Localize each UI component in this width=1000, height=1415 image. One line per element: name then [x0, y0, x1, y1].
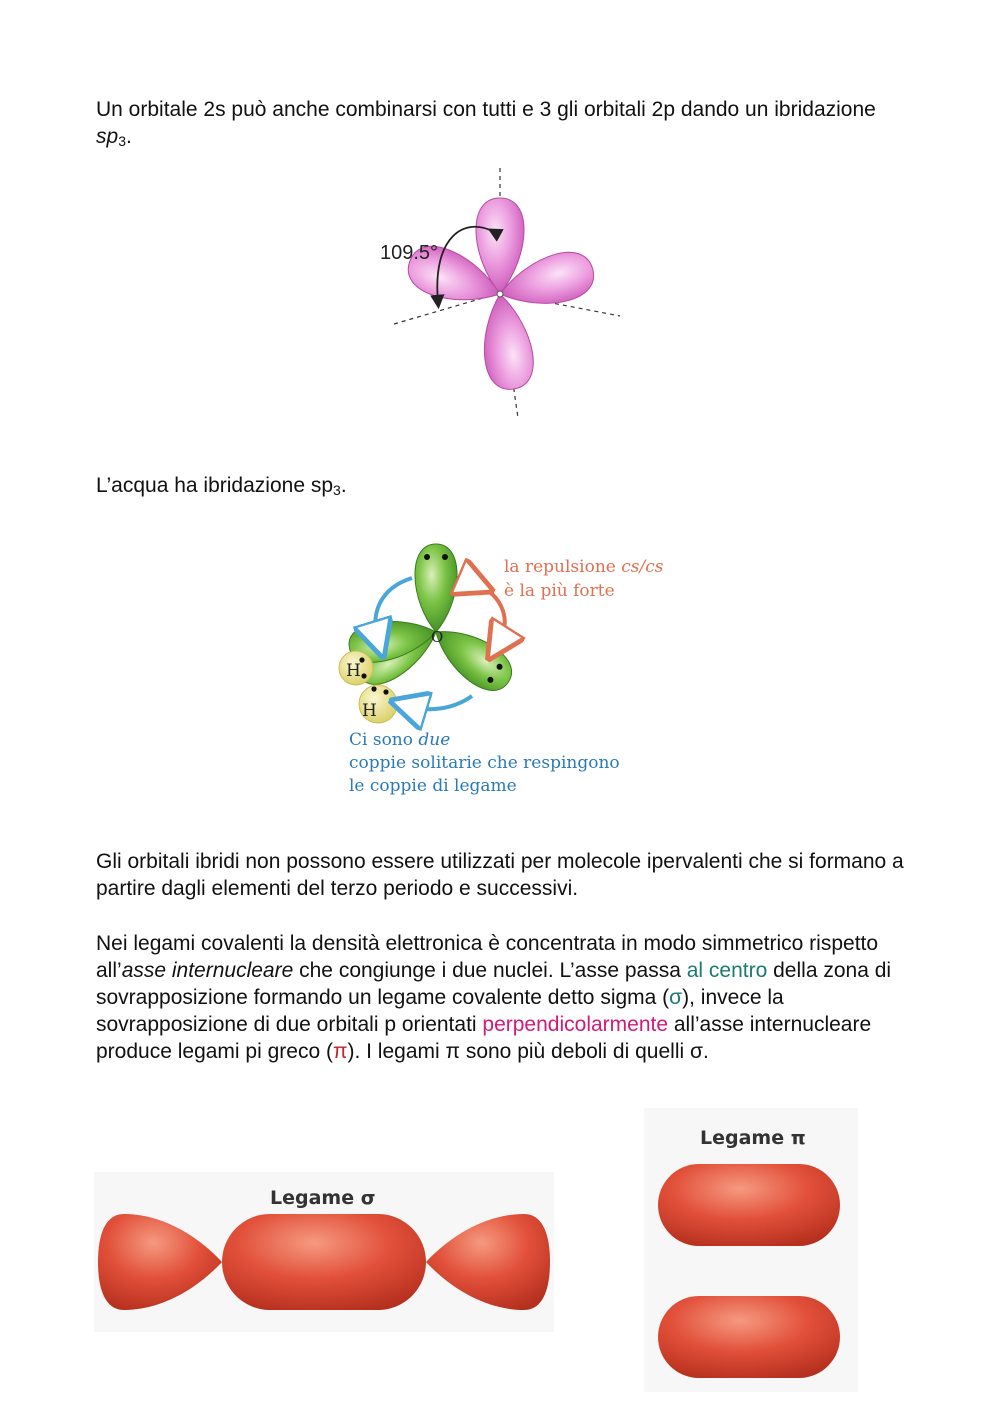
perpendicolarmente-highlight: perpendicolarmente	[482, 1013, 669, 1036]
lone-pair-repulsion-arrow	[476, 584, 505, 644]
pi-bond-figure	[644, 1108, 858, 1392]
repulsion-label-line2: è la più forte	[504, 581, 615, 601]
sigma-bond-figure	[94, 1172, 554, 1332]
text-span: che congiunge i due nuclei. L’asse passa	[293, 959, 687, 982]
hydrogen-label-2: H	[362, 701, 377, 721]
electron-dot	[442, 554, 448, 560]
caption-line2: coppie solitarie che respingono	[349, 753, 620, 773]
text-span: all’asse internucleare produce legami pi greco (	[96, 1013, 872, 1063]
subscript: 3	[118, 133, 126, 149]
subscript: 3	[333, 482, 341, 498]
nucleus	[497, 291, 503, 297]
repulsion-label-line1: la repulsione cs/cs	[504, 557, 664, 577]
sigma-bond-label: Legame σ	[270, 1187, 376, 1209]
paragraph-water	[96, 472, 916, 504]
paragraph-sp3-intro	[96, 96, 916, 155]
electron-dot	[371, 686, 376, 691]
paragraph-sigma-pi	[96, 930, 916, 1065]
caption-line3: le coppie di legame	[349, 776, 517, 796]
electron-dot	[361, 673, 366, 678]
pi-lobe-upper	[658, 1164, 840, 1246]
text-span: della zona di sovrapposizione formando un legame covalente detto sigma (	[96, 959, 892, 1009]
angle-label: 109.5°	[380, 242, 439, 264]
internuclear-axis-italic: asse internucleare	[121, 959, 294, 982]
pi-lobe-lower	[658, 1296, 840, 1378]
text-span: ), invece la sovrapposizione di due orbitali p orientati	[96, 986, 784, 1036]
electron-dot	[424, 554, 430, 560]
sigma-overlap-region	[222, 1214, 426, 1310]
pi-symbol: π	[332, 1040, 348, 1063]
sp-italic: sp	[96, 125, 119, 148]
water-orbital-figure	[336, 536, 666, 806]
electron-dot	[383, 689, 388, 694]
period: .	[340, 474, 347, 497]
sp3-orbital-figure	[370, 168, 630, 424]
al-centro-highlight: al centro	[686, 959, 768, 982]
lobe-bottom	[476, 291, 537, 393]
pi-bond-label: Legame π	[700, 1127, 806, 1149]
paragraph-text: Un orbitale 2s può anche combinarsi con tutti e 3 gli orbitali 2p dando un ibridazione	[96, 98, 876, 121]
paragraph-text: L’acqua ha ibridazione sp	[96, 474, 334, 497]
lone-pair-lobe-top	[415, 544, 457, 632]
caption-line1: Ci sono due	[349, 730, 451, 750]
repulsion-arrow-lower	[408, 696, 472, 709]
hydrogen-label-1: H	[346, 661, 361, 681]
text-span: Nei legami covalenti la densità elettronica è concentrata in modo simmetrico rispetto all’	[96, 932, 879, 982]
text-span: ). I legami π sono più deboli di quelli σ.	[347, 1040, 709, 1063]
oxygen-label: O	[431, 628, 444, 646]
period: .	[125, 125, 132, 148]
sigma-symbol: σ	[669, 986, 683, 1009]
paragraph-hypervalent: Gli orbitali ibridi non possono essere utilizzati per molecole ipervalenti che si formano a partire dagli elementi del terzo periodo e successivi.	[96, 850, 904, 900]
